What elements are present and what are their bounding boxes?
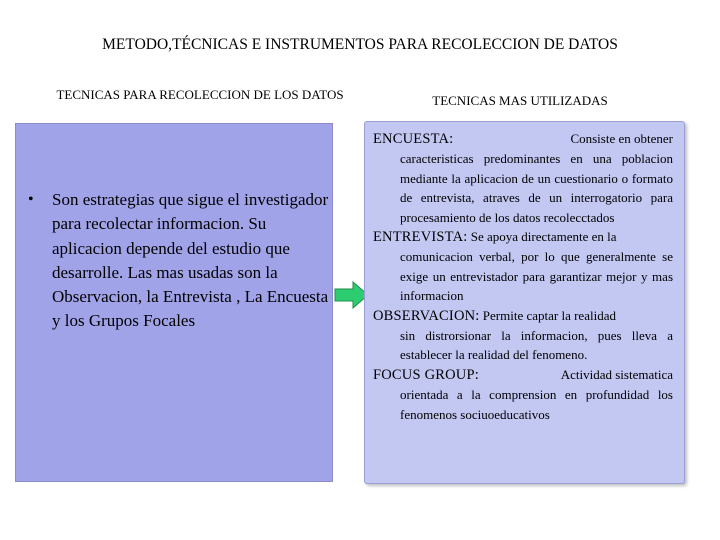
page-title: METODO,TÉCNICAS E INSTRUMENTOS PARA RECOLECCION DE DATOS — [102, 36, 618, 53]
technique-first-line: Se apoya directamente en la — [470, 229, 617, 245]
technique-first-line: Permite captar la realidad — [482, 307, 616, 323]
technique-first-line: Consiste en obtener — [570, 131, 673, 146]
technique-focus-group — [373, 365, 673, 424]
technique-description: sin distrorsionar la informacion, pues lleva a establecer la realidad del fenomeno. — [400, 328, 673, 363]
technique-encuesta — [373, 129, 673, 227]
techniques-box — [364, 121, 685, 484]
technique-description: orientada a la comprension en profundidad los fenomenos sociuoeducativos — [400, 387, 673, 422]
technique-label: FOCUS GROUP: — [373, 366, 479, 383]
definition-text: Son estrategias que sigue el investigador para recolectar informacion. Su aplicacion depende del estudio que desarrolle. Las mas usadas son la Observacion, la Entrevista , La Encuesta y los Grupos Focales — [52, 190, 329, 331]
bullet-marker: • — [28, 191, 34, 208]
technique-description: comunicacion verbal, por lo que generalmente se exige un entrevistador para garantizar mejor y mas informacion — [400, 249, 673, 304]
definition-box — [15, 123, 333, 482]
left-column-heading: TECNICAS PARA RECOLECCION DE LOS DATOS — [56, 87, 344, 102]
technique-label: ENCUESTA: — [373, 131, 454, 147]
technique-entrevista — [373, 227, 673, 306]
technique-label: OBSERVACION: — [373, 307, 480, 324]
technique-description: caracteristicas predominantes en una poblacion mediante la aplicacion de un cuestionario o formato de entrevista, atraves de un interrogatorio para procesamiento de los datos recolecctados — [400, 151, 673, 225]
technique-first-line: Actividad sistematica — [560, 366, 673, 382]
definition-item — [28, 188, 330, 334]
technique-observacion — [373, 306, 673, 365]
right-column-heading: TECNICAS MAS UTILIZADAS — [432, 93, 608, 108]
technique-label: ENTREVISTA: — [373, 229, 468, 246]
